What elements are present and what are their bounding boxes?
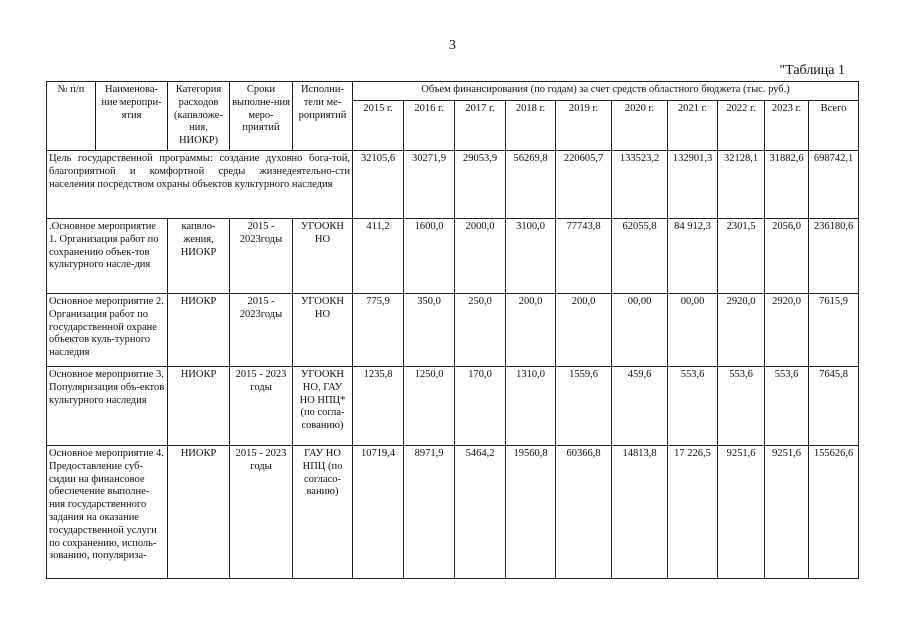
value-cell: 170,0 [455, 366, 506, 445]
financing-table [46, 81, 859, 579]
value-cell: 14813,8 [612, 445, 668, 578]
value-cell: 775,9 [353, 293, 404, 366]
value-cell: 1310,0 [506, 366, 556, 445]
value-cell: 411,2 [353, 218, 404, 293]
value-cell: 133523,2 [612, 150, 668, 218]
value-cell: 00,00 [612, 293, 668, 366]
value-cell: 5464,2 [455, 445, 506, 578]
value-cell: 1600,0 [404, 218, 455, 293]
table-row-goal [47, 150, 859, 218]
value-cell: 84 912,3 [668, 218, 718, 293]
header-num: № п/п [47, 82, 96, 151]
header-category: Категория расходов (капвложе-ния, НИОКР) [168, 82, 230, 151]
activity-terms: 2015 - 2023годы [230, 293, 293, 366]
activity-category: НИОКР [168, 366, 230, 445]
header-year: 2021 г. [668, 100, 718, 150]
value-cell: 19560,8 [506, 445, 556, 578]
value-cell-total: 155626,6 [809, 445, 859, 578]
activity-name: Основное мероприятие 2. Организация работ по государственной охране объектов куль-турного наследия [47, 293, 168, 366]
activity-category: капвло-жения, НИОКР [168, 218, 230, 293]
value-cell: 2000,0 [455, 218, 506, 293]
value-cell: 553,6 [765, 366, 809, 445]
value-cell: 32128,1 [718, 150, 765, 218]
value-cell-total: 698742,1 [809, 150, 859, 218]
header-total: Всего [809, 100, 859, 150]
value-cell: 1250,0 [404, 366, 455, 445]
header-year: 2016 г. [404, 100, 455, 150]
value-cell: 250,0 [455, 293, 506, 366]
value-cell: 8971,9 [404, 445, 455, 578]
value-cell: 32105,6 [353, 150, 404, 218]
value-cell: 77743,8 [556, 218, 612, 293]
value-cell: 459,6 [612, 366, 668, 445]
value-cell: 220605,7 [556, 150, 612, 218]
header-name: Наименова-ние меропри-ятия [96, 82, 168, 151]
activity-executor: УГООКН НО [293, 218, 353, 293]
activity-terms: 2015 - 2023годы [230, 218, 293, 293]
header-executors: Исполни-тели ме-роприятий [293, 82, 353, 151]
value-cell: 62055,8 [612, 218, 668, 293]
header-terms: Сроки выполне-ния меро-приятий [230, 82, 293, 151]
activity-name: Основное мероприятие 4. Предоставление суб-сидии на финансовое обеспечение выполне-ния государственного задания на оказание государственной услуги по сохранению, исполь-зованию, популяриза- [47, 445, 168, 578]
activity-executor: УГООКН НО [293, 293, 353, 366]
header-year: 2017 г. [455, 100, 506, 150]
value-cell: 553,6 [718, 366, 765, 445]
value-cell: 29053,9 [455, 150, 506, 218]
value-cell: 30271,9 [404, 150, 455, 218]
value-cell-total: 236180,6 [809, 218, 859, 293]
value-cell: 00,00 [668, 293, 718, 366]
header-year: 2023 г. [765, 100, 809, 150]
activity-name: .Основное мероприятие 1. Организация работ по сохранению объек-тов культурного насле-дия [47, 218, 168, 293]
table-row [47, 218, 859, 293]
value-cell: 17 226,5 [668, 445, 718, 578]
value-cell: 56269,8 [506, 150, 556, 218]
value-cell-total: 7615,9 [809, 293, 859, 366]
value-cell: 9251,6 [718, 445, 765, 578]
header-year: 2018 г. [506, 100, 556, 150]
header-year: 2022 г. [718, 100, 765, 150]
value-cell: 553,6 [668, 366, 718, 445]
activity-terms: 2015 - 2023 годы [230, 366, 293, 445]
header-year: 2020 г. [612, 100, 668, 150]
header-year: 2015 г. [353, 100, 404, 150]
value-cell: 60366,8 [556, 445, 612, 578]
activity-category: НИОКР [168, 293, 230, 366]
table-row [47, 293, 859, 366]
value-cell: 2920,0 [718, 293, 765, 366]
table-row [47, 445, 859, 578]
header-budget: Объем финансирования (по годам) за счет средств областного бюджета (тыс. руб.) [353, 82, 859, 101]
value-cell: 31882,6 [765, 150, 809, 218]
table-caption: "Таблица 1 [779, 63, 845, 78]
activity-executor: УГООКН НО, ГАУ НО НПЦ* (по согла-сованию) [293, 366, 353, 445]
value-cell: 350,0 [404, 293, 455, 366]
value-cell: 2056,0 [765, 218, 809, 293]
value-cell: 3100,0 [506, 218, 556, 293]
value-cell: 200,0 [506, 293, 556, 366]
activity-name: Основное мероприятие 3. Популяризация объ-ектов культурного наследия [47, 366, 168, 445]
value-cell: 1559,6 [556, 366, 612, 445]
value-cell: 9251,6 [765, 445, 809, 578]
page-number: 3 [449, 38, 456, 53]
activity-category: НИОКР [168, 445, 230, 578]
activity-terms: 2015 - 2023 годы [230, 445, 293, 578]
value-cell: 1235,8 [353, 366, 404, 445]
goal-text: Цель государственной программы: создание духовно бога-той, благоприятной и комфортной среды жизнедеятельно-сти населения посредством охраны объектов культурного наследия [47, 150, 353, 218]
value-cell: 132901,3 [668, 150, 718, 218]
activity-executor: ГАУ НО НПЦ (по согласо-ванию) [293, 445, 353, 578]
value-cell-total: 7645,8 [809, 366, 859, 445]
value-cell: 10719,4 [353, 445, 404, 578]
header-year: 2019 г. [556, 100, 612, 150]
table-row [47, 366, 859, 445]
value-cell: 200,0 [556, 293, 612, 366]
value-cell: 2301,5 [718, 218, 765, 293]
value-cell: 2920,0 [765, 293, 809, 366]
